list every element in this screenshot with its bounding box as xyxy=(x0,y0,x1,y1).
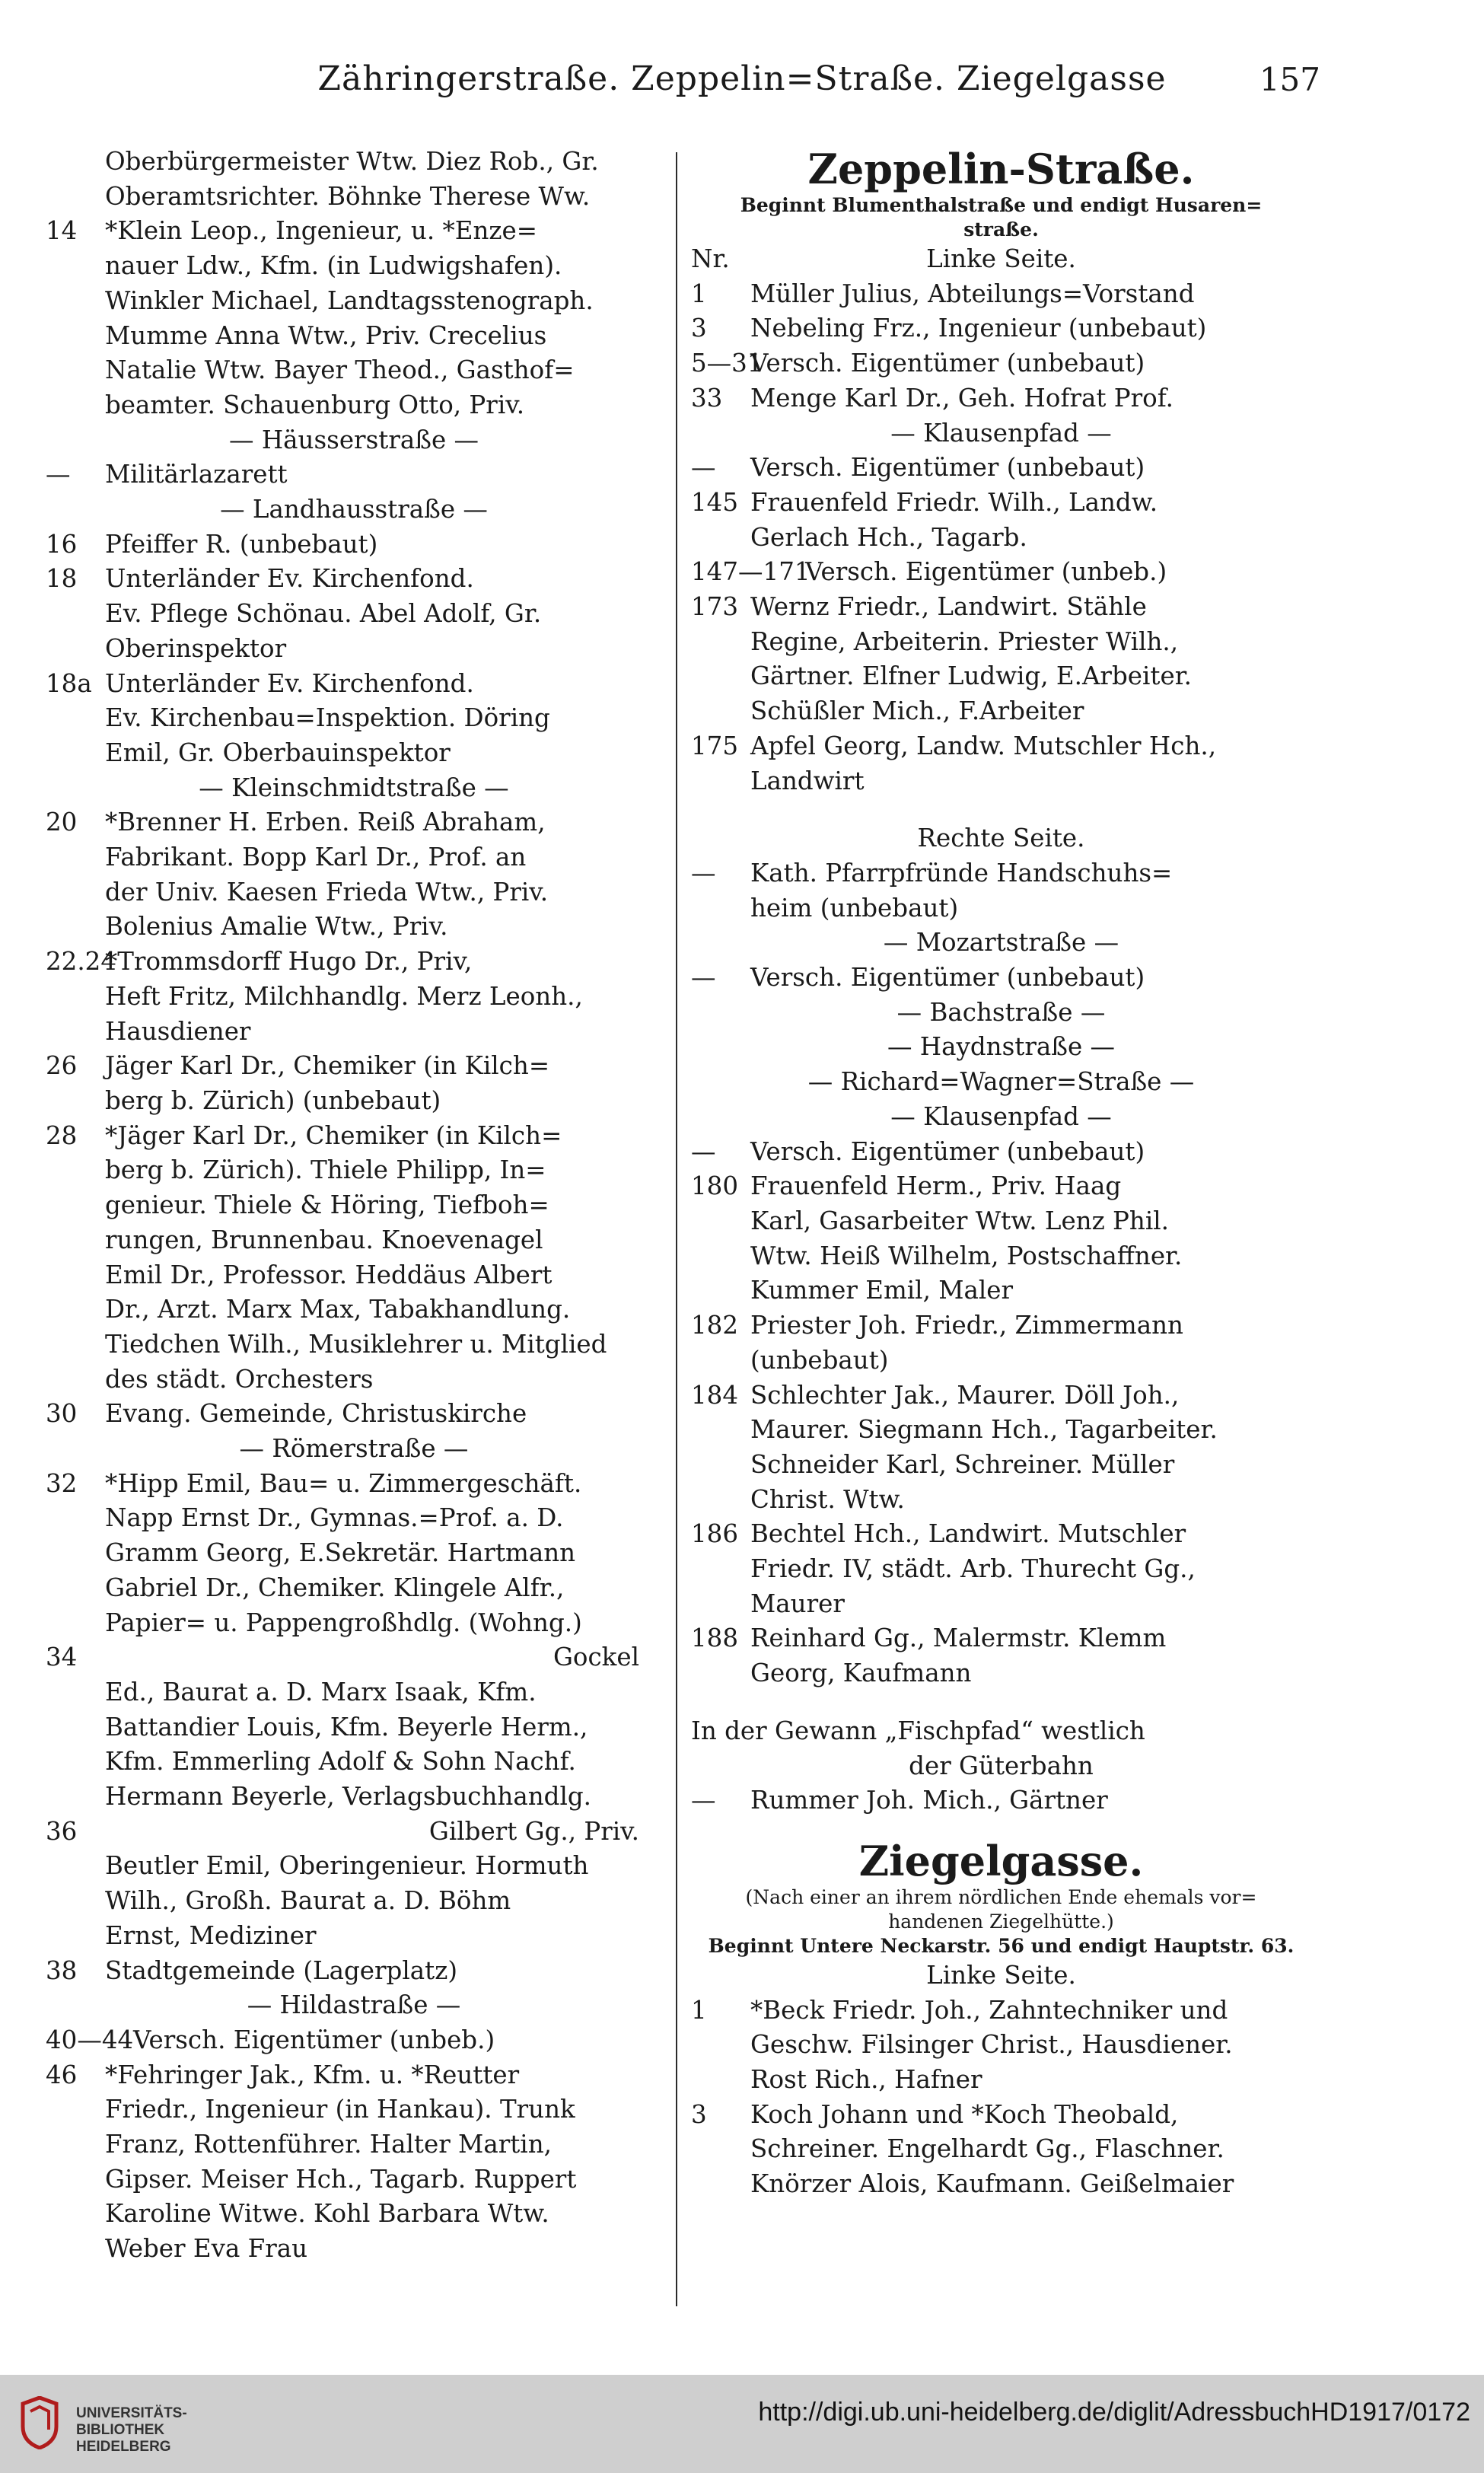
entry-text: — Kleinschmidtstraße — xyxy=(199,773,509,802)
entry-text: Oberbürgermeister Wtw. Diez Rob., Gr. xyxy=(105,147,599,176)
entry-line xyxy=(46,214,662,249)
entry-line xyxy=(691,1483,1311,1518)
entry-text: Schlechter Jak., Maurer. Döll Joh., xyxy=(750,1380,1180,1410)
entry-text: Ernst, Mediziner xyxy=(105,1920,317,1950)
entry-text: *Fehringer Jak., Kfm. u. *Reutter xyxy=(105,2060,520,2089)
entry-line xyxy=(46,875,662,910)
entry-text: Frauenfeld Friedr. Wilh., Landw. xyxy=(750,487,1158,517)
entry-line xyxy=(691,1343,1311,1378)
house-number: 180 xyxy=(691,1171,739,1201)
house-number: 5—31 xyxy=(691,349,763,378)
entry-line xyxy=(691,1448,1311,1483)
house-number: 147—171 xyxy=(691,557,810,587)
entry-line xyxy=(46,1815,662,1850)
entry-line xyxy=(46,771,662,806)
entry-text: — Mozartstraße — xyxy=(883,928,1119,958)
house-number: 175 xyxy=(691,731,739,760)
house-number: 16 xyxy=(46,529,78,559)
library-name-line1: UNIVERSITÄTS- xyxy=(76,2405,187,2421)
entry-text: Geschw. Filsinger Christ., Hausdiener. xyxy=(750,2030,1233,2060)
entry-text: der Univ. Kaesen Frieda Wtw., Priv. xyxy=(105,877,549,907)
house-number: — xyxy=(691,1786,716,1815)
entry-line xyxy=(691,1308,1311,1343)
entry-text: Rechte Seite. xyxy=(917,824,1085,853)
entry-text: Müller Julius, Abteilungs=Vorstand xyxy=(750,279,1195,308)
entry-text: Versch. Eigentümer (unbeb.) xyxy=(133,2025,495,2054)
entry-text: — Klausenpfad — xyxy=(890,418,1112,448)
house-number: 173 xyxy=(691,592,739,622)
entry-text: berg b. Zürich). Thiele Philipp, In= xyxy=(105,1155,546,1185)
entry-line xyxy=(691,926,1311,961)
running-title: Zähringerstraße. Zeppelin=Straße. Ziegelgasse xyxy=(317,59,1167,98)
house-number: 38 xyxy=(46,1955,78,1985)
entry-text: Maurer xyxy=(750,1589,845,1618)
entry-line xyxy=(691,1378,1311,1413)
entry-text: *Trommsdorff Hugo Dr., Priv, xyxy=(105,947,473,977)
entry-text: — Haydnstraße — xyxy=(887,1032,1116,1062)
entry-text: Landwirt xyxy=(750,766,865,795)
entry-line xyxy=(46,1049,662,1084)
entry-line xyxy=(691,2098,1311,2133)
entry-line xyxy=(46,492,662,527)
ziegelgasse-entries xyxy=(691,1958,1311,2202)
entry-text: Kath. Pfarrpfründe Handschuhs= xyxy=(750,858,1173,888)
entry-line xyxy=(691,1135,1311,1170)
source-url[interactable]: http://digi.ub.uni-heidelberg.de/diglit/AdressbuchHD1917/0172 xyxy=(758,2398,1470,2427)
entry-text: genieur. Thiele & Höring, Tiefboh= xyxy=(105,1190,549,1220)
entry-text: heim (unbebaut) xyxy=(750,893,959,923)
entry-text: Linke Seite. xyxy=(926,244,1076,273)
entry-line xyxy=(46,284,662,319)
entry-text: Knörzer Alois, Kaufmann. Geißelmaier xyxy=(750,2169,1234,2199)
house-number: — xyxy=(46,460,71,489)
entry-text: Gramm Georg, E.Sekretär. Hartmann xyxy=(105,1538,576,1568)
entry-line xyxy=(46,2092,662,2127)
entry-line xyxy=(691,1100,1311,1135)
house-number: — xyxy=(691,858,716,888)
entry-line xyxy=(46,910,662,945)
house-number: Nr. xyxy=(691,244,730,273)
entry-line xyxy=(691,1783,1311,1818)
entry-line xyxy=(46,1188,662,1223)
entry-line xyxy=(46,2023,662,2058)
entry-line xyxy=(46,1571,662,1606)
entry-line xyxy=(46,1015,662,1050)
entry-text: Gipser. Meiser Hch., Tagarb. Ruppert xyxy=(105,2164,577,2194)
entry-text: Schreiner. Engelhardt Gg., Flaschner. xyxy=(750,2134,1224,2164)
entry-line xyxy=(46,1640,662,1675)
entry-text: Maurer. Siegmann Hch., Tagarbeiter. xyxy=(750,1415,1218,1445)
library-logo-icon xyxy=(17,2396,62,2449)
ziegelgasse-heading: Ziegelgasse. xyxy=(858,1836,1144,1885)
house-number: — xyxy=(691,1136,716,1166)
entry-line xyxy=(46,1467,662,1502)
entry-text: Koch Johann und *Koch Theobald, xyxy=(750,2099,1179,2129)
entry-text: Pfeiffer R. (unbebaut) xyxy=(105,529,378,559)
house-number: 3 xyxy=(691,314,707,343)
entry-line xyxy=(691,1030,1311,1065)
entry-line xyxy=(691,590,1311,625)
entry-text: (unbebaut) xyxy=(750,1345,889,1375)
entry-line xyxy=(691,2167,1311,2202)
entry-text: der Güterbahn xyxy=(909,1751,1094,1780)
entry-text: — Richard=Wagner=Straße — xyxy=(807,1067,1195,1097)
house-number: 18 xyxy=(46,564,78,594)
house-number: 40—44 xyxy=(46,2025,134,2054)
entry-line xyxy=(691,416,1311,451)
entry-text: Nebeling Frz., Ingenieur (unbebaut) xyxy=(750,314,1207,343)
entry-line xyxy=(46,1362,662,1397)
entry-line xyxy=(46,562,662,597)
entry-text: Schneider Karl, Schreiner. Müller xyxy=(750,1449,1175,1479)
entry-line xyxy=(691,1621,1311,1656)
entry-text: Battandier Louis, Kfm. Beyerle Herm., xyxy=(105,1712,588,1742)
entry-text: Wtw. Heiß Wilhelm, Postschaffner. xyxy=(750,1241,1183,1270)
house-number: 22.24 xyxy=(46,947,117,977)
entry-text: *Jäger Karl Dr., Chemiker (in Kilch= xyxy=(105,1120,562,1150)
entry-text: Frauenfeld Herm., Priv. Haag xyxy=(750,1171,1122,1201)
entry-line xyxy=(46,1954,662,1989)
entry-text: Linke Seite. xyxy=(926,1960,1076,1990)
entry-text: Natalie Wtw. Bayer Theod., Gasthof= xyxy=(105,355,575,385)
entry-text: Evang. Gemeinde, Christuskirche xyxy=(105,1399,527,1429)
entry-text: *Klein Leop., Ingenieur, u. *Enze= xyxy=(105,216,538,246)
entry-text: — Hildastraße — xyxy=(247,1990,461,2020)
entry-line xyxy=(46,1432,662,1467)
entry-text: *Brenner H. Erben. Reiß Abraham, xyxy=(105,808,546,837)
entry-text: Jäger Karl Dr., Chemiker (in Kilch= xyxy=(105,1051,550,1081)
entry-text: rungen, Brunnenbau. Knoevenagel xyxy=(105,1225,543,1254)
entry-line xyxy=(46,1223,662,1258)
entry-line xyxy=(691,856,1311,891)
entry-text: Friedr., Ingenieur (in Hankau). Trunk xyxy=(105,2095,575,2124)
entry-line xyxy=(691,277,1311,312)
entry-line xyxy=(46,249,662,284)
entry-text: Hermann Beyerle, Verlagsbuchhandlg. xyxy=(105,1782,591,1812)
entry-text: Rost Rich., Hafner xyxy=(750,2065,982,2095)
entry-text: Bolenius Amalie Wtw., Priv. xyxy=(105,912,448,942)
entry-line xyxy=(691,1413,1311,1448)
entry-line xyxy=(691,891,1311,926)
ziegelgasse-description: Beginnt Untere Neckarstr. 56 und endigt Hauptstr. 63. xyxy=(708,1934,1295,1957)
entry-line xyxy=(46,2058,662,2093)
entry-text: Fabrikant. Bopp Karl Dr., Prof. an xyxy=(105,843,527,872)
entry-text: Mumme Anna Wtw., Priv. Crecelius xyxy=(105,320,547,350)
entry-text: Oberamtsrichter. Böhnke Therese Ww. xyxy=(105,181,591,211)
zeppelin-street-description: Beginnt Blumenthalstraße und endigt Husaren= straße. xyxy=(740,194,1263,241)
entry-text: Reinhard Gg., Malermstr. Klemm xyxy=(750,1624,1167,1653)
entry-line xyxy=(46,1606,662,1641)
entry-line xyxy=(691,961,1311,996)
entry-line xyxy=(46,632,662,667)
entry-text: Oberinspektor xyxy=(105,633,287,663)
entry-line xyxy=(691,1517,1311,1552)
entry-text: Winkler Michael, Landtagsstenograph. xyxy=(105,285,594,315)
entry-text: Stadtgemeinde (Lagerplatz) xyxy=(105,1955,457,1985)
entry-text: Versch. Eigentümer (unbebaut) xyxy=(750,453,1145,483)
entry-text: Kummer Emil, Maler xyxy=(750,1276,1014,1305)
entry-line xyxy=(46,840,662,875)
entry-line xyxy=(46,1292,662,1327)
entry-line xyxy=(46,597,662,632)
house-number: 33 xyxy=(691,383,723,413)
house-number: — xyxy=(691,963,716,993)
entry-line xyxy=(46,1119,662,1154)
entry-line xyxy=(46,2232,662,2267)
zeppelin-entries xyxy=(691,242,1311,1818)
entry-text: Menge Karl Dr., Geh. Hofrat Prof. xyxy=(750,383,1174,413)
entry-line xyxy=(46,180,662,215)
entry-line xyxy=(691,729,1311,764)
entry-text: Gilbert Gg., Priv. xyxy=(428,1816,639,1846)
entry-text: Versch. Eigentümer (unbebaut) xyxy=(750,349,1145,378)
entry-line xyxy=(46,145,662,180)
house-number: 14 xyxy=(46,216,78,246)
house-number: 32 xyxy=(46,1468,78,1498)
entry-line xyxy=(691,1065,1311,1100)
entry-line xyxy=(46,1327,662,1362)
entry-line xyxy=(691,486,1311,521)
house-number: 36 xyxy=(46,1816,78,1846)
house-number: 188 xyxy=(691,1624,739,1653)
entry-line xyxy=(691,1169,1311,1204)
entry-text: Unterländer Ev. Kirchenfond. xyxy=(105,668,474,698)
library-name-line2: BIBLIOTHEK xyxy=(76,2422,165,2438)
entry-text: Heft Fritz, Milchhandlg. Merz Leonh., xyxy=(105,981,583,1011)
entry-line xyxy=(691,521,1311,556)
house-number: — xyxy=(691,453,716,483)
entry-text: Georg, Kaufmann xyxy=(750,1659,972,1688)
house-number: 186 xyxy=(691,1519,739,1549)
entry-text: Hausdiener xyxy=(105,1016,251,1046)
entry-line xyxy=(46,1988,662,2023)
entry-text: Beutler Emil, Oberingenieur. Hormuth xyxy=(105,1851,589,1881)
house-number: 18a xyxy=(46,668,92,698)
entry-line xyxy=(691,2028,1311,2063)
entry-line xyxy=(691,381,1311,416)
entry-text: Unterländer Ev. Kirchenfond. xyxy=(105,564,474,594)
page-header xyxy=(0,53,1484,114)
entry-line xyxy=(691,346,1311,381)
entry-text: berg b. Zürich) (unbebaut) xyxy=(105,1085,441,1115)
entry-text: — Römerstraße — xyxy=(239,1434,469,1464)
page-number: 157 xyxy=(1259,61,1320,98)
entry-line xyxy=(691,2132,1311,2167)
entry-line xyxy=(691,451,1311,486)
house-number: 184 xyxy=(691,1380,739,1410)
entry-text: Rummer Joh. Mich., Gärtner xyxy=(750,1786,1108,1815)
left-column xyxy=(46,145,662,2267)
house-number: 28 xyxy=(46,1120,78,1150)
entry-line xyxy=(691,625,1311,660)
house-number: 26 xyxy=(46,1051,78,1081)
entry-text: Emil Dr., Professor. Heddäus Albert xyxy=(105,1260,553,1289)
entry-line xyxy=(691,1749,1311,1784)
zeppelin-street-heading: Zeppelin-Straße. xyxy=(807,145,1195,193)
entry-line xyxy=(46,1397,662,1432)
entry-line xyxy=(691,1273,1311,1308)
entry-line xyxy=(46,527,662,562)
entry-line xyxy=(691,694,1311,729)
entry-line xyxy=(691,1958,1311,1993)
entry-line xyxy=(46,1849,662,1884)
entry-line xyxy=(691,1239,1311,1274)
entry-text: Militärlazarett xyxy=(105,460,288,489)
entry-line xyxy=(46,1919,662,1954)
entry-text: *Beck Friedr. Joh., Zahntechniker und xyxy=(750,1995,1228,2025)
entry-text: nauer Ldw., Kfm. (in Ludwigshafen). xyxy=(105,251,562,281)
entry-line xyxy=(691,1552,1311,1587)
entry-text: In der Gewann „Fischpfad“ westlich xyxy=(691,1716,1145,1745)
entry-text: Friedr. IV, städt. Arb. Thurecht Gg., xyxy=(750,1554,1196,1584)
library-footer xyxy=(0,2375,1484,2473)
entry-line xyxy=(46,1501,662,1536)
house-number: 145 xyxy=(691,487,739,517)
entry-line xyxy=(46,2197,662,2232)
entry-line xyxy=(46,736,662,771)
entry-line xyxy=(691,2063,1311,2098)
entry-text: Christ. Wtw. xyxy=(750,1484,905,1514)
entry-text: Karl, Gasarbeiter Wtw. Lenz Phil. xyxy=(750,1206,1169,1235)
entry-text: Papier= u. Pappengroßhdlg. (Wohng.) xyxy=(105,1608,582,1637)
entry-text: Karoline Witwe. Kohl Barbara Wtw. xyxy=(105,2199,549,2229)
entry-line xyxy=(46,1536,662,1571)
entry-line xyxy=(46,319,662,354)
entry-text: Emil, Gr. Oberbauinspektor xyxy=(105,738,451,767)
house-number: 3 xyxy=(691,2099,707,2129)
entry-text: Apfel Georg, Landw. Mutschler Hch., xyxy=(750,731,1217,760)
entry-text: Weber Eva Frau xyxy=(105,2234,308,2264)
entry-text: des städt. Orchesters xyxy=(105,1364,374,1394)
entry-text: Priester Joh. Friedr., Zimmermann xyxy=(750,1311,1183,1340)
entry-line xyxy=(691,1656,1311,1691)
house-number: 34 xyxy=(46,1643,78,1672)
entry-line xyxy=(46,457,662,492)
entry-text: — Bachstraße — xyxy=(896,997,1106,1027)
entry-line xyxy=(46,1258,662,1293)
entry-line xyxy=(46,945,662,980)
entry-text: — Klausenpfad — xyxy=(890,1101,1112,1131)
entry-text: Gärtner. Elfner Ludwig, E.Arbeiter. xyxy=(750,661,1192,691)
entry-line xyxy=(46,1710,662,1745)
entry-line xyxy=(46,1745,662,1780)
entry-line xyxy=(691,1993,1311,2028)
entry-text: Ev. Kirchenbau=Inspektion. Döring xyxy=(105,703,550,733)
entry-line xyxy=(46,388,662,423)
entry-text: Kfm. Emmerling Adolf & Sohn Nachf. xyxy=(105,1747,576,1777)
house-number: 46 xyxy=(46,2060,78,2089)
column-divider xyxy=(676,152,677,2306)
entry-line xyxy=(46,1780,662,1815)
house-number: 30 xyxy=(46,1399,78,1429)
entry-text: Regine, Arbeiterin. Priester Wilh., xyxy=(750,626,1179,656)
entry-line xyxy=(46,423,662,458)
entry-line xyxy=(46,667,662,702)
entry-text: Dr., Arzt. Marx Max, Tabakhandlung. xyxy=(105,1295,571,1324)
entry-text: Wilh., Großh. Baurat a. D. Böhm xyxy=(105,1886,511,1916)
entry-text: Ed., Baurat a. D. Marx Isaak, Kfm. xyxy=(105,1677,537,1707)
library-name-line3: HEIDELBERG xyxy=(76,2439,171,2455)
entry-line xyxy=(691,1587,1311,1622)
house-number: 1 xyxy=(691,1995,707,2025)
entry-text: Ev. Pflege Schönau. Abel Adolf, Gr. xyxy=(105,599,542,629)
entry-text: — Häusserstraße — xyxy=(228,425,479,454)
entry-line xyxy=(691,996,1311,1031)
entry-line xyxy=(46,1084,662,1119)
entry-text: beamter. Schauenburg Otto, Priv. xyxy=(105,390,525,419)
entry-line xyxy=(46,701,662,736)
entry-line xyxy=(691,798,1311,821)
entry-line xyxy=(691,1691,1311,1714)
entry-text: Franz, Rottenführer. Halter Martin, xyxy=(105,2130,552,2159)
house-number: 20 xyxy=(46,808,78,837)
entry-line xyxy=(691,659,1311,694)
house-number: 1 xyxy=(691,279,707,308)
entry-text: Gockel xyxy=(553,1643,639,1672)
entry-text: Napp Ernst Dr., Gymnas.=Prof. a. D. xyxy=(105,1503,564,1533)
entry-text: Gerlach Hch., Tagarb. xyxy=(750,522,1027,552)
entry-line xyxy=(46,2127,662,2162)
right-column xyxy=(691,145,1311,2202)
entry-text: Tiedchen Wilh., Musiklehrer u. Mitglied xyxy=(105,1329,607,1359)
library-name xyxy=(76,2405,187,2455)
entry-line xyxy=(46,1153,662,1188)
entry-line xyxy=(691,311,1311,346)
entry-line xyxy=(691,1714,1311,1749)
entry-line xyxy=(691,242,1311,277)
entry-line xyxy=(46,1884,662,1919)
entry-line xyxy=(691,821,1311,856)
entry-text: Wernz Friedr., Landwirt. Stähle xyxy=(750,592,1147,622)
entry-text: Gabriel Dr., Chemiker. Klingele Alfr., xyxy=(105,1573,565,1602)
entry-line xyxy=(46,1675,662,1710)
entry-line xyxy=(46,2162,662,2197)
entry-line xyxy=(691,1204,1311,1239)
entry-text: Bechtel Hch., Landwirt. Mutschler xyxy=(750,1519,1186,1549)
entry-text: — Landhausstraße — xyxy=(220,495,488,524)
house-number: 182 xyxy=(691,1311,739,1340)
entry-text: *Hipp Emil, Bau= u. Zimmergeschäft. xyxy=(105,1468,582,1498)
entry-text: Versch. Eigentümer (unbebaut) xyxy=(750,963,1145,993)
entry-line xyxy=(46,805,662,840)
entry-text: Versch. Eigentümer (unbebaut) xyxy=(750,1136,1145,1166)
entry-line xyxy=(46,980,662,1015)
entry-line xyxy=(691,555,1311,590)
entry-text: Versch. Eigentümer (unbeb.) xyxy=(805,557,1167,587)
entry-text: Schüßler Mich., F.Arbeiter xyxy=(750,696,1084,726)
entry-line xyxy=(46,353,662,388)
entry-line xyxy=(691,764,1311,799)
ziegelgasse-note: (Nach einer an ihrem nördlichen Ende ehemals vor= handenen Ziegelhütte.) xyxy=(745,1885,1257,1933)
